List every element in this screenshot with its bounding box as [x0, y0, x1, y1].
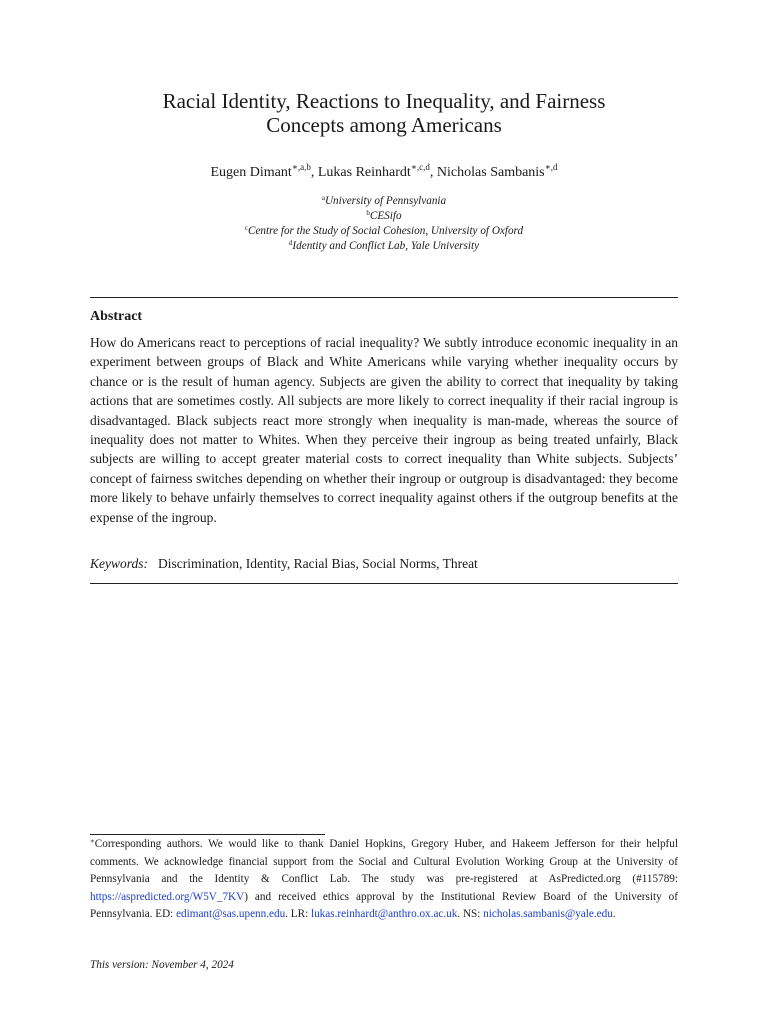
affiliation: $^c$Centre for the Study of Social Cohesion, University of Oxford: [244, 224, 524, 237]
author: Lukas Reinhardt$^{∗,c,d}$: [317, 162, 430, 180]
affiliation-list: [90, 194, 678, 254]
paper-title: [90, 89, 678, 137]
author-marks: ∗,a,b: [291, 162, 311, 172]
author: Nicholas Sambanis$^{∗,d}$: [436, 162, 558, 180]
keywords-label: Keywords:: [90, 556, 148, 571]
author-list: Eugen Dimant$^{∗,a,b}$, Lukas Reinhardt$^{∗,c,d}$, Nicholas Sambanis$^{∗,d}$: [210, 162, 558, 180]
email-link-ed[interactable]: edimant@sas.upenn.edu: [176, 908, 286, 921]
version-date: This version: November 4, 2024: [90, 959, 234, 971]
footnote: ∗Corresponding authors. We would like to thank Daniel Hopkins, Gregory Huber, and Hakeem Jefferson for their helpful comments. We acknowledge financial support from the Social and Cultural Evolution Working Group at the University of Pennsylvania and the Identity & Conflict Lab. The study was pre-registered at AsPredicted.org (#115789: https://aspredicted.org/W5V_7KV) and received ethics approval by the Institutional Review Board of the University of Pennsylvania. ED: edimant@sas.upenn.edu. LR: lukas.reinhardt@anthro.ox.ac.uk. NS: nicholas.sambanis@yale.edu.: [90, 837, 678, 921]
author: Eugen Dimant$^{∗,a,b}$: [210, 162, 311, 180]
author-marks: ∗,c,d: [410, 162, 430, 172]
email-link-lr[interactable]: lukas.reinhardt@anthro.ox.ac.uk: [310, 908, 458, 921]
email-link-ns[interactable]: nicholas.sambanis@yale.edu: [483, 908, 613, 921]
affiliation: $^b$CESifo: [366, 209, 402, 222]
affiliation: $^a$University of Pennsylvania: [321, 194, 447, 207]
footnote-mark: ∗: [90, 837, 95, 845]
abstract-heading: Abstract: [90, 309, 143, 324]
keywords-text: Discrimination, Identity, Racial Bias, Social Norms, Threat: [158, 556, 478, 571]
abstract-bottom-rule: [90, 583, 678, 584]
title-line-2: Concepts among Americans: [266, 113, 502, 137]
abstract-top-rule: [90, 297, 678, 298]
footnote-rule: [90, 834, 325, 835]
author-marks: ∗,d: [544, 162, 558, 172]
preregistration-link[interactable]: https://aspredicted.org/W5V_7KV: [90, 890, 245, 903]
affiliation: $^d$Identity and Conflict Lab, Yale University: [288, 239, 480, 252]
keywords: [90, 554, 678, 573]
abstract-body: How do Americans react to perceptions of racial inequality? We subtly introduce economic inequality in an experiment between groups of Black and White Americans while varying whether inequality occurs by chance or is the result of human agency. Subjects are given the ability to correct that inequality by taking actions that are sometimes costly. All subjects are more likely to correct inequality if their racial ingroup is disadvantaged. Black subjects react more strongly when inequality is man-made, whereas the source of inequality does not matter to Whites. When they perceive their ingroup as being treated unfairly, Black subjects are willing to accept greater material costs to correct inequality than White subjects. Subjects’ concept of fairness switches depending on whether their ingroup or outgroup is disadvantaged: they become more likely to behave unfairly themselves to correct inequality against others if the outgroup benefits at the expense of the ingroup.: [90, 335, 678, 525]
title-line-1: Racial Identity, Reactions to Inequality, and Fairness: [162, 89, 606, 113]
